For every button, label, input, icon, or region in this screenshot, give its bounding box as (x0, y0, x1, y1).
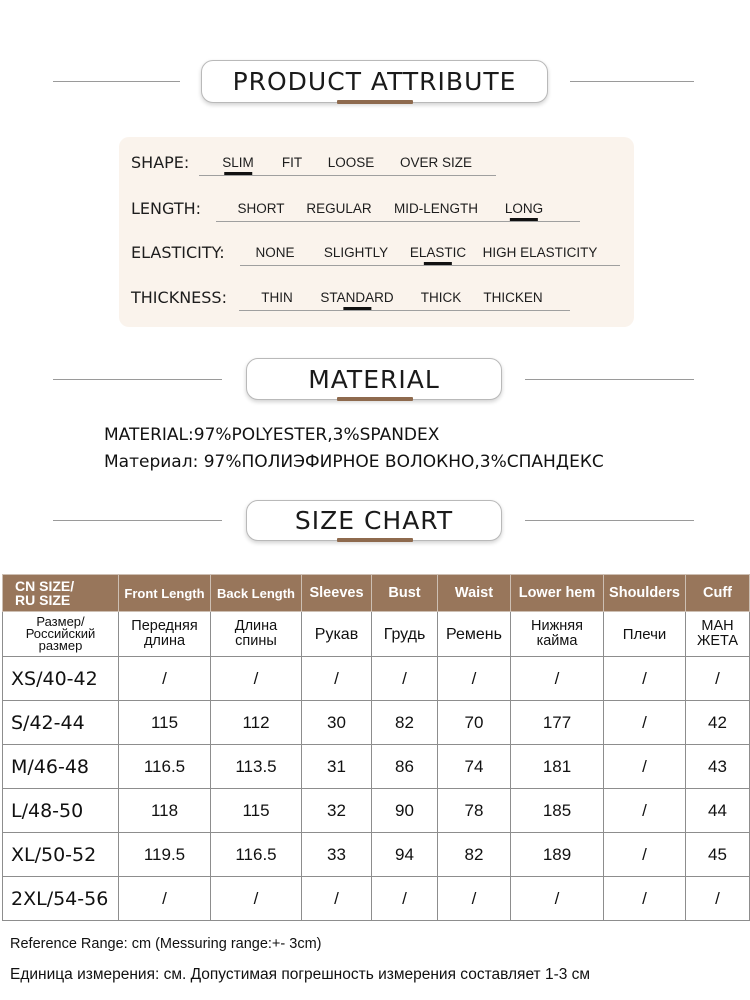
table-row (3, 877, 750, 921)
measurement-cell: 82 (372, 701, 438, 745)
attribute-row-thickness (119, 284, 634, 314)
option-thin: THIN (261, 290, 293, 305)
header-cell: Cuff (686, 575, 750, 612)
header-cell: Рукав (302, 612, 372, 657)
table-row (3, 745, 750, 789)
selected-mark (224, 172, 252, 175)
measurement-cell: / (372, 877, 438, 921)
section-title: PRODUCT ATTRIBUTE (201, 60, 548, 103)
divider-left (53, 379, 222, 380)
option-standard: STANDARD (320, 290, 393, 305)
header-cell: CN SIZE/ RU SIZE (3, 575, 119, 612)
measurement-cell: / (686, 877, 750, 921)
measurement-cell: 116.5 (119, 745, 211, 789)
divider-right (570, 81, 694, 82)
header-cell: Передняя длина (119, 612, 211, 657)
attribute-row-length (119, 195, 634, 225)
option-slim: SLIM (222, 155, 254, 170)
measurement-cell: 177 (511, 701, 604, 745)
measurement-cell: / (302, 877, 372, 921)
measurement-cell: 112 (211, 701, 302, 745)
measurement-cell: / (604, 877, 686, 921)
measurement-cell: / (511, 657, 604, 701)
attribute-label: ELASTICITY: (131, 243, 225, 262)
table-row (3, 657, 750, 701)
measurement-cell: 86 (372, 745, 438, 789)
header-cell: Нижняя кайма (511, 612, 604, 657)
header-row-ru (3, 612, 750, 657)
table-row (3, 833, 750, 877)
selected-mark (343, 307, 371, 310)
size-label-cell: 2XL/54-56 (3, 877, 119, 921)
option-short: SHORT (237, 201, 285, 216)
attribute-line (216, 221, 580, 222)
attribute-line (199, 175, 496, 176)
header-cell: Плечи (604, 612, 686, 657)
option-elastic: ELASTIC (410, 245, 466, 260)
measurement-cell: / (119, 657, 211, 701)
option-none: NONE (255, 245, 295, 260)
size-table (2, 574, 750, 921)
measurement-cell: 115 (211, 789, 302, 833)
size-label-cell: XL/50-52 (3, 833, 119, 877)
header-cell: МАН ЖЕТА (686, 612, 750, 657)
material-ru: Материал: 97%ПОЛИЭФИРНОЕ ВОЛОКНО,3%СПАНДЕКС (104, 452, 604, 472)
size-label-cell: S/42-44 (3, 701, 119, 745)
measurement-cell: / (604, 701, 686, 745)
measurement-cell: 31 (302, 745, 372, 789)
measurement-cell: 70 (438, 701, 511, 745)
divider-left (53, 81, 180, 82)
measurement-cell: / (372, 657, 438, 701)
size-label-cell: M/46-48 (3, 745, 119, 789)
title-underbar (337, 538, 413, 542)
header-row-en (3, 575, 750, 612)
header-cell: Back Length (211, 575, 302, 612)
measurement-cell: / (211, 877, 302, 921)
measurement-cell: 32 (302, 789, 372, 833)
header-cell: Ремень (438, 612, 511, 657)
measurement-cell: / (119, 877, 211, 921)
measurement-cell: / (511, 877, 604, 921)
measurement-cell: 119.5 (119, 833, 211, 877)
header-cell: Front Length (119, 575, 211, 612)
option-loose: LOOSE (327, 155, 375, 170)
divider-left (53, 520, 222, 521)
attribute-line (239, 310, 570, 311)
product-attribute-header (0, 60, 750, 105)
measurement-cell: 42 (686, 701, 750, 745)
measurement-cell: 45 (686, 833, 750, 877)
measurement-cell: 90 (372, 789, 438, 833)
material-en: MATERIAL:97%POLYESTER,3%SPANDEX (104, 425, 440, 445)
measurement-cell: / (604, 745, 686, 789)
option-thicken: THICKEN (483, 290, 543, 305)
attribute-row-shape (119, 149, 634, 179)
material-header (0, 358, 750, 403)
header-cell: Длина спины (211, 612, 302, 657)
option-fit: FIT (281, 155, 303, 170)
measurement-cell: / (438, 657, 511, 701)
option-long: LONG (505, 201, 543, 216)
attribute-line (240, 265, 620, 266)
measurement-cell: / (302, 657, 372, 701)
measurement-cell: 185 (511, 789, 604, 833)
measurement-cell: / (604, 789, 686, 833)
measurement-cell: 74 (438, 745, 511, 789)
attribute-label: SHAPE: (131, 153, 190, 172)
measurement-cell: 30 (302, 701, 372, 745)
measurement-cell: 118 (119, 789, 211, 833)
divider-right (525, 379, 694, 380)
measurement-cell: 82 (438, 833, 511, 877)
reference-range-note: Reference Range: cm (Messuring range:+- 3cm) (10, 936, 322, 952)
attribute-label: THICKNESS: (131, 288, 227, 307)
measurement-cell: 189 (511, 833, 604, 877)
option-thick: THICK (420, 290, 462, 305)
size-label-cell: XS/40-42 (3, 657, 119, 701)
header-cell: Lower hem (511, 575, 604, 612)
measurement-cell: 44 (686, 789, 750, 833)
table-row (3, 789, 750, 833)
attribute-card (119, 137, 634, 327)
title-underbar (337, 397, 413, 401)
measurement-cell: / (686, 657, 750, 701)
option-mid-length: MID-LENGTH (394, 201, 478, 216)
measurement-cell: 115 (119, 701, 211, 745)
measurement-cell: 116.5 (211, 833, 302, 877)
measurement-cell: / (604, 657, 686, 701)
measurement-cell: / (211, 657, 302, 701)
measurement-cell: 43 (686, 745, 750, 789)
header-cell: Waist (438, 575, 511, 612)
measurement-cell: 78 (438, 789, 511, 833)
header-cell: Грудь (372, 612, 438, 657)
measurement-cell: 181 (511, 745, 604, 789)
title-underbar (337, 100, 413, 104)
option-regular: REGULAR (306, 201, 372, 216)
section-title: SIZE CHART (246, 500, 502, 541)
attribute-row-elasticity (119, 239, 634, 269)
size-label-cell: L/48-50 (3, 789, 119, 833)
selected-mark (510, 218, 538, 221)
measurement-cell: 33 (302, 833, 372, 877)
header-cell: Bust (372, 575, 438, 612)
header-cell: Sleeves (302, 575, 372, 612)
divider-right (525, 520, 694, 521)
header-cell: Shoulders (604, 575, 686, 612)
section-title: MATERIAL (246, 358, 502, 400)
measurement-cell: 94 (372, 833, 438, 877)
measurement-cell: / (604, 833, 686, 877)
option-over-size: OVER SIZE (399, 155, 473, 170)
option-high-elasticity: HIGH ELASTICITY (482, 245, 598, 260)
measurement-note-ru: Единица измерения: см. Допустимая погрешность измерения составляет 1-3 см (10, 966, 591, 983)
attribute-label: LENGTH: (131, 199, 202, 218)
option-slightly: SLIGHTLY (323, 245, 389, 260)
size-chart-header (0, 500, 750, 545)
table-row (3, 701, 750, 745)
header-cell: Размер/ Российский размер (3, 612, 119, 657)
measurement-cell: / (438, 877, 511, 921)
selected-mark (424, 262, 452, 265)
measurement-cell: 113.5 (211, 745, 302, 789)
